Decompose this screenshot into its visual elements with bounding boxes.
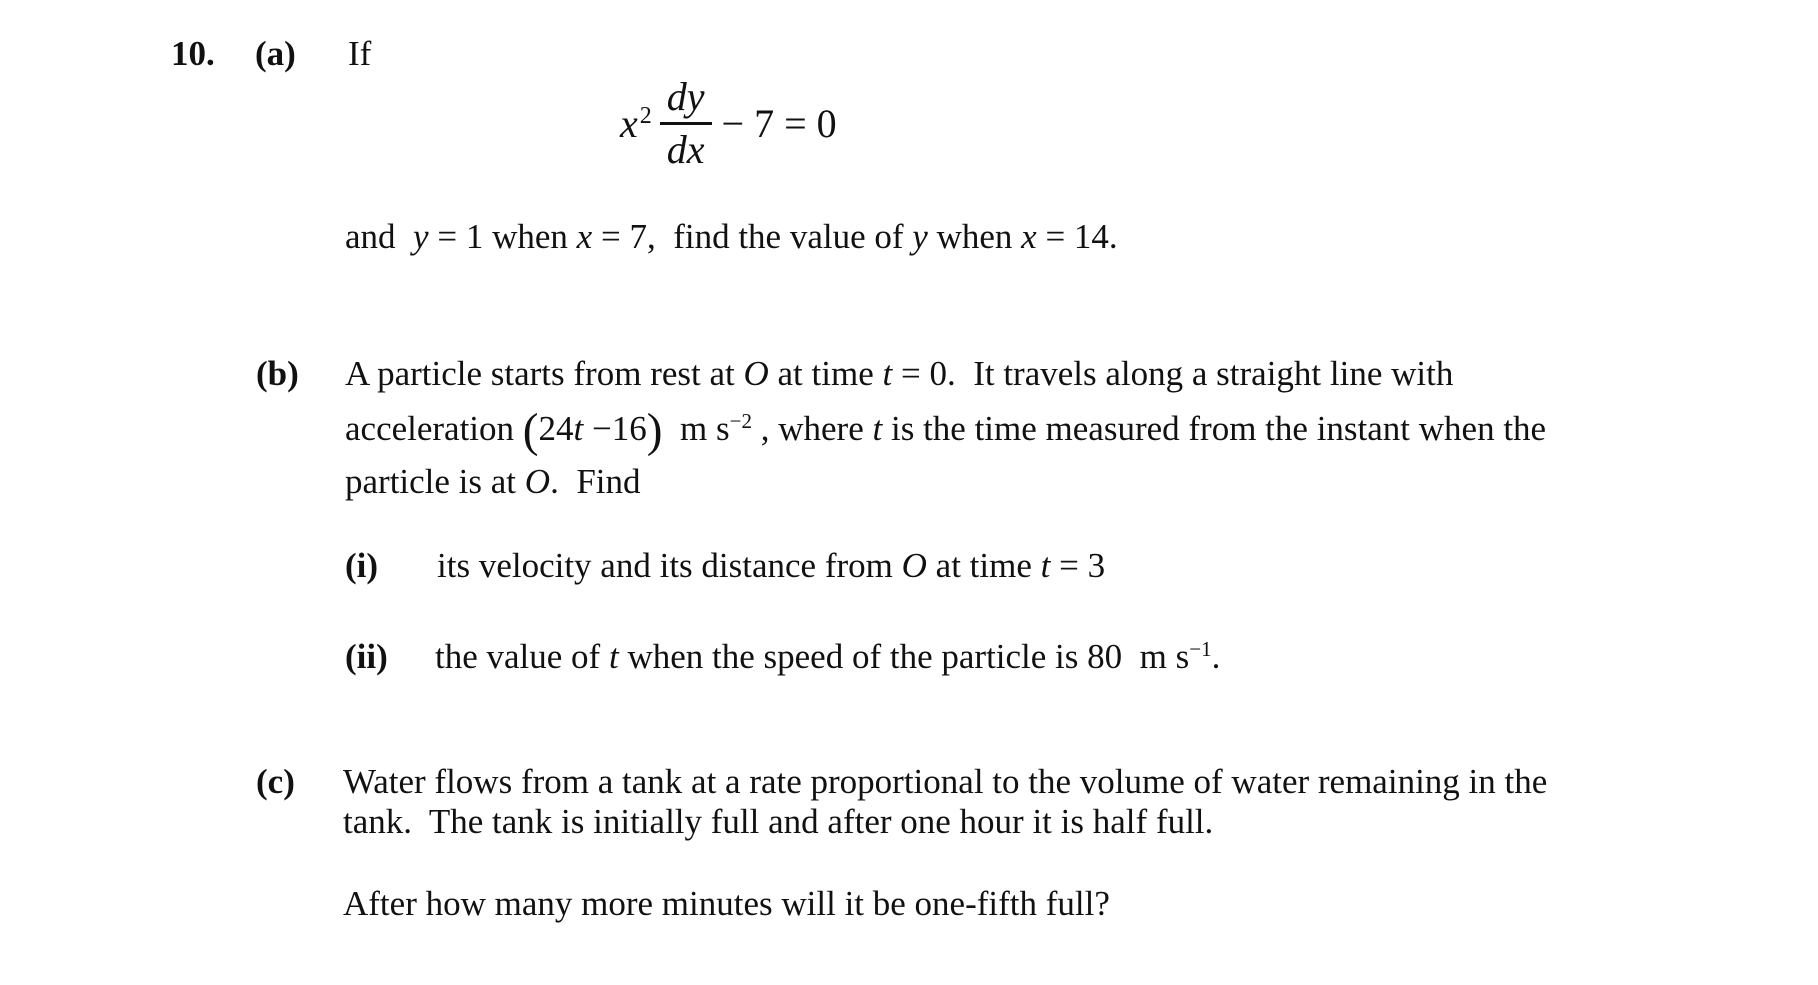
text-segment: = 0. It travels along a straight line with bbox=[892, 354, 1454, 393]
part-c-question bbox=[343, 883, 1110, 924]
equation bbox=[620, 76, 837, 171]
text-segment: x bbox=[1021, 217, 1037, 256]
text-segment: particle is at bbox=[345, 462, 525, 501]
text-segment: −2 bbox=[729, 409, 752, 434]
text-segment: at time bbox=[926, 546, 1041, 585]
part-b-ii-label: (ii) bbox=[345, 637, 388, 676]
text-segment: = 1 when bbox=[428, 217, 577, 256]
text-segment: when bbox=[927, 217, 1022, 256]
part-b-line-3 bbox=[345, 461, 641, 502]
text-segment: t bbox=[573, 409, 584, 448]
text-segment: t bbox=[882, 354, 893, 393]
text-segment: t bbox=[1040, 546, 1051, 585]
text-segment: = 14. bbox=[1036, 217, 1118, 256]
fraction-numerator: dy bbox=[660, 76, 712, 125]
text-segment: tank. The tank is initially full and after one hour it is half full. bbox=[343, 802, 1214, 841]
part-c-line-2 bbox=[343, 801, 1213, 842]
text-segment: 24 bbox=[538, 409, 574, 448]
text-segment: m s bbox=[662, 409, 730, 448]
text-segment: t bbox=[608, 637, 619, 676]
part-b-label: (b) bbox=[256, 354, 299, 393]
equation-tail: − 7 = 0 bbox=[721, 100, 837, 146]
text-segment: O bbox=[524, 462, 551, 501]
text-segment: , where bbox=[751, 409, 873, 448]
part-b-line-2 bbox=[345, 405, 1547, 458]
text-segment: A particle starts from rest at bbox=[345, 354, 744, 393]
text-segment: the value of bbox=[435, 637, 609, 676]
text-segment: x bbox=[576, 217, 593, 256]
text-segment: when the speed of the particle is 80 m s bbox=[618, 637, 1190, 676]
text-segment: . Find bbox=[550, 462, 641, 501]
text-segment: O bbox=[901, 546, 927, 585]
fraction-denominator: dx bbox=[666, 127, 705, 172]
part-a-label: (a) bbox=[255, 34, 296, 73]
text-segment: −1 bbox=[1189, 637, 1212, 662]
equation-exponent: 2 bbox=[639, 103, 652, 130]
text-segment: y bbox=[912, 217, 928, 256]
equation-base bbox=[620, 100, 652, 146]
part-b-ii-text bbox=[435, 636, 1220, 682]
equation-base-variable: x bbox=[620, 100, 638, 146]
text-segment: Water flows from a tank at a rate proportional to the volume of water remaining in the bbox=[343, 762, 1548, 801]
text-segment: O bbox=[743, 354, 769, 393]
text-segment: After how many more minutes will it be one-fifth full? bbox=[343, 884, 1110, 923]
part-b-line-1 bbox=[345, 353, 1453, 394]
text-segment: and bbox=[345, 217, 414, 256]
text-segment: = 7, find the value of bbox=[592, 217, 913, 256]
text-segment: y bbox=[413, 217, 429, 256]
question-number: 10. bbox=[171, 34, 215, 73]
part-c-line-1 bbox=[343, 761, 1547, 802]
text-segment: at time bbox=[768, 354, 883, 393]
part-a-intro: If bbox=[348, 34, 372, 73]
text-segment: t bbox=[872, 409, 883, 448]
part-a-condition bbox=[345, 216, 1118, 257]
part-c-label: (c) bbox=[256, 762, 295, 801]
text-segment: ( bbox=[522, 405, 539, 458]
text-segment: = 3 bbox=[1050, 546, 1106, 585]
text-segment: ) bbox=[646, 405, 663, 458]
part-b-i-text bbox=[437, 545, 1105, 586]
text-segment: is the time measured from the instant when the bbox=[882, 409, 1547, 448]
text-segment: its velocity and its distance from bbox=[437, 546, 902, 585]
fraction bbox=[660, 76, 712, 171]
text-segment: . bbox=[1211, 637, 1221, 676]
part-b-i-label: (i) bbox=[345, 546, 379, 585]
text-segment: acceleration bbox=[345, 409, 523, 448]
text-segment: −16 bbox=[583, 409, 647, 448]
